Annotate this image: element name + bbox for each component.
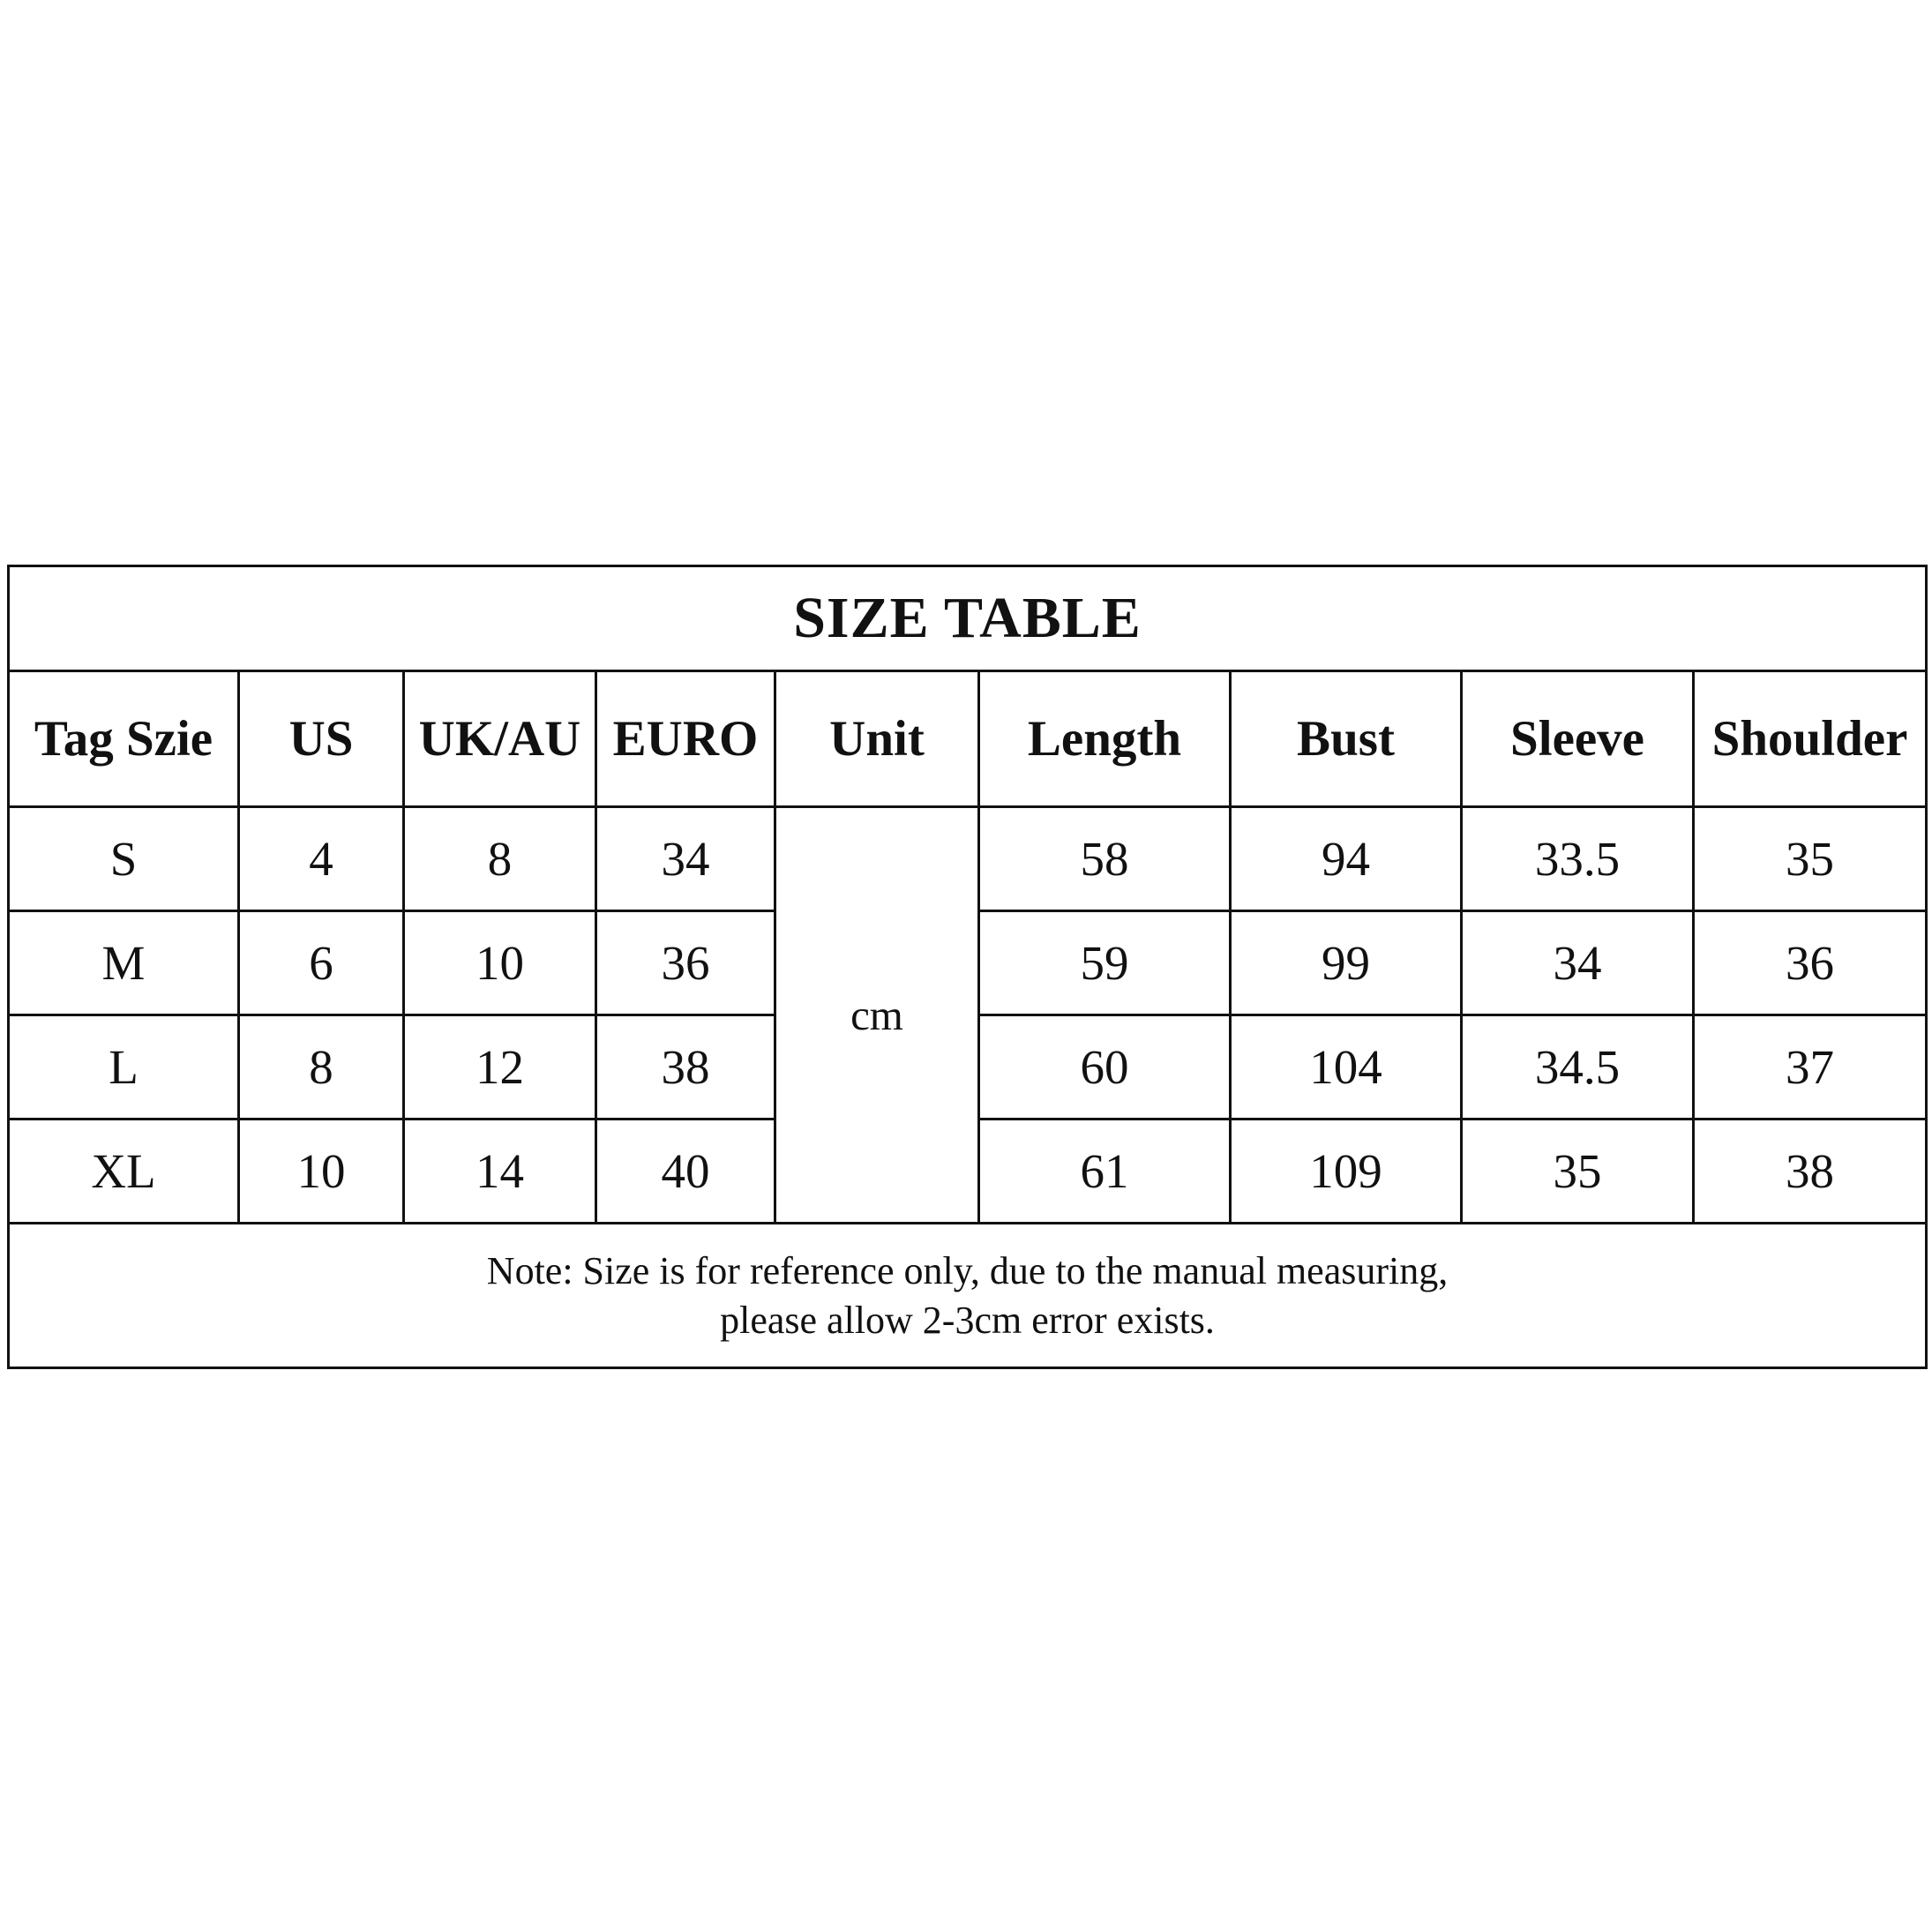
cell-euro: 36 [596, 911, 775, 1015]
cell-sleeve: 34.5 [1462, 1015, 1694, 1120]
cell-tag-size: S [9, 807, 239, 911]
cell-bust: 104 [1231, 1015, 1462, 1120]
note-cell [9, 1224, 1927, 1368]
cell-unit: cm [775, 807, 979, 1224]
header-tag-size: Tag Szie [9, 671, 239, 807]
title-row [9, 566, 1927, 671]
cell-bust: 94 [1231, 807, 1462, 911]
header-bust: Bust [1231, 671, 1462, 807]
cell-shoulder: 35 [1694, 807, 1927, 911]
cell-euro: 40 [596, 1120, 775, 1224]
cell-tag-size: L [9, 1015, 239, 1120]
header-row [9, 671, 1927, 807]
cell-us: 10 [239, 1120, 404, 1224]
header-us: US [239, 671, 404, 807]
cell-length: 59 [979, 911, 1231, 1015]
table-row [9, 807, 1927, 911]
cell-length: 61 [979, 1120, 1231, 1224]
header-sleeve: Sleeve [1462, 671, 1694, 807]
note-line-1: Note: Size is for reference only, due to the manual measuring, [486, 1248, 1449, 1292]
cell-length: 60 [979, 1015, 1231, 1120]
cell-uk-au: 8 [404, 807, 596, 911]
header-length: Length [979, 671, 1231, 807]
cell-tag-size: M [9, 911, 239, 1015]
cell-euro: 34 [596, 807, 775, 911]
note-row [9, 1224, 1927, 1368]
size-table [7, 565, 1928, 1369]
cell-shoulder: 37 [1694, 1015, 1927, 1120]
cell-shoulder: 36 [1694, 911, 1927, 1015]
cell-sleeve: 35 [1462, 1120, 1694, 1224]
cell-euro: 38 [596, 1015, 775, 1120]
note-line-2: please allow 2-3cm error exists. [720, 1298, 1215, 1342]
header-euro: EURO [596, 671, 775, 807]
table-title: SIZE TABLE [9, 566, 1927, 671]
cell-uk-au: 12 [404, 1015, 596, 1120]
cell-bust: 99 [1231, 911, 1462, 1015]
cell-uk-au: 14 [404, 1120, 596, 1224]
header-shoulder: Shoulder [1694, 671, 1927, 807]
cell-us: 6 [239, 911, 404, 1015]
cell-length: 58 [979, 807, 1231, 911]
cell-us: 8 [239, 1015, 404, 1120]
header-uk-au: UK/AU [404, 671, 596, 807]
cell-sleeve: 33.5 [1462, 807, 1694, 911]
cell-sleeve: 34 [1462, 911, 1694, 1015]
cell-us: 4 [239, 807, 404, 911]
cell-bust: 109 [1231, 1120, 1462, 1224]
cell-uk-au: 10 [404, 911, 596, 1015]
cell-tag-size: XL [9, 1120, 239, 1224]
header-unit: Unit [775, 671, 979, 807]
cell-shoulder: 38 [1694, 1120, 1927, 1224]
